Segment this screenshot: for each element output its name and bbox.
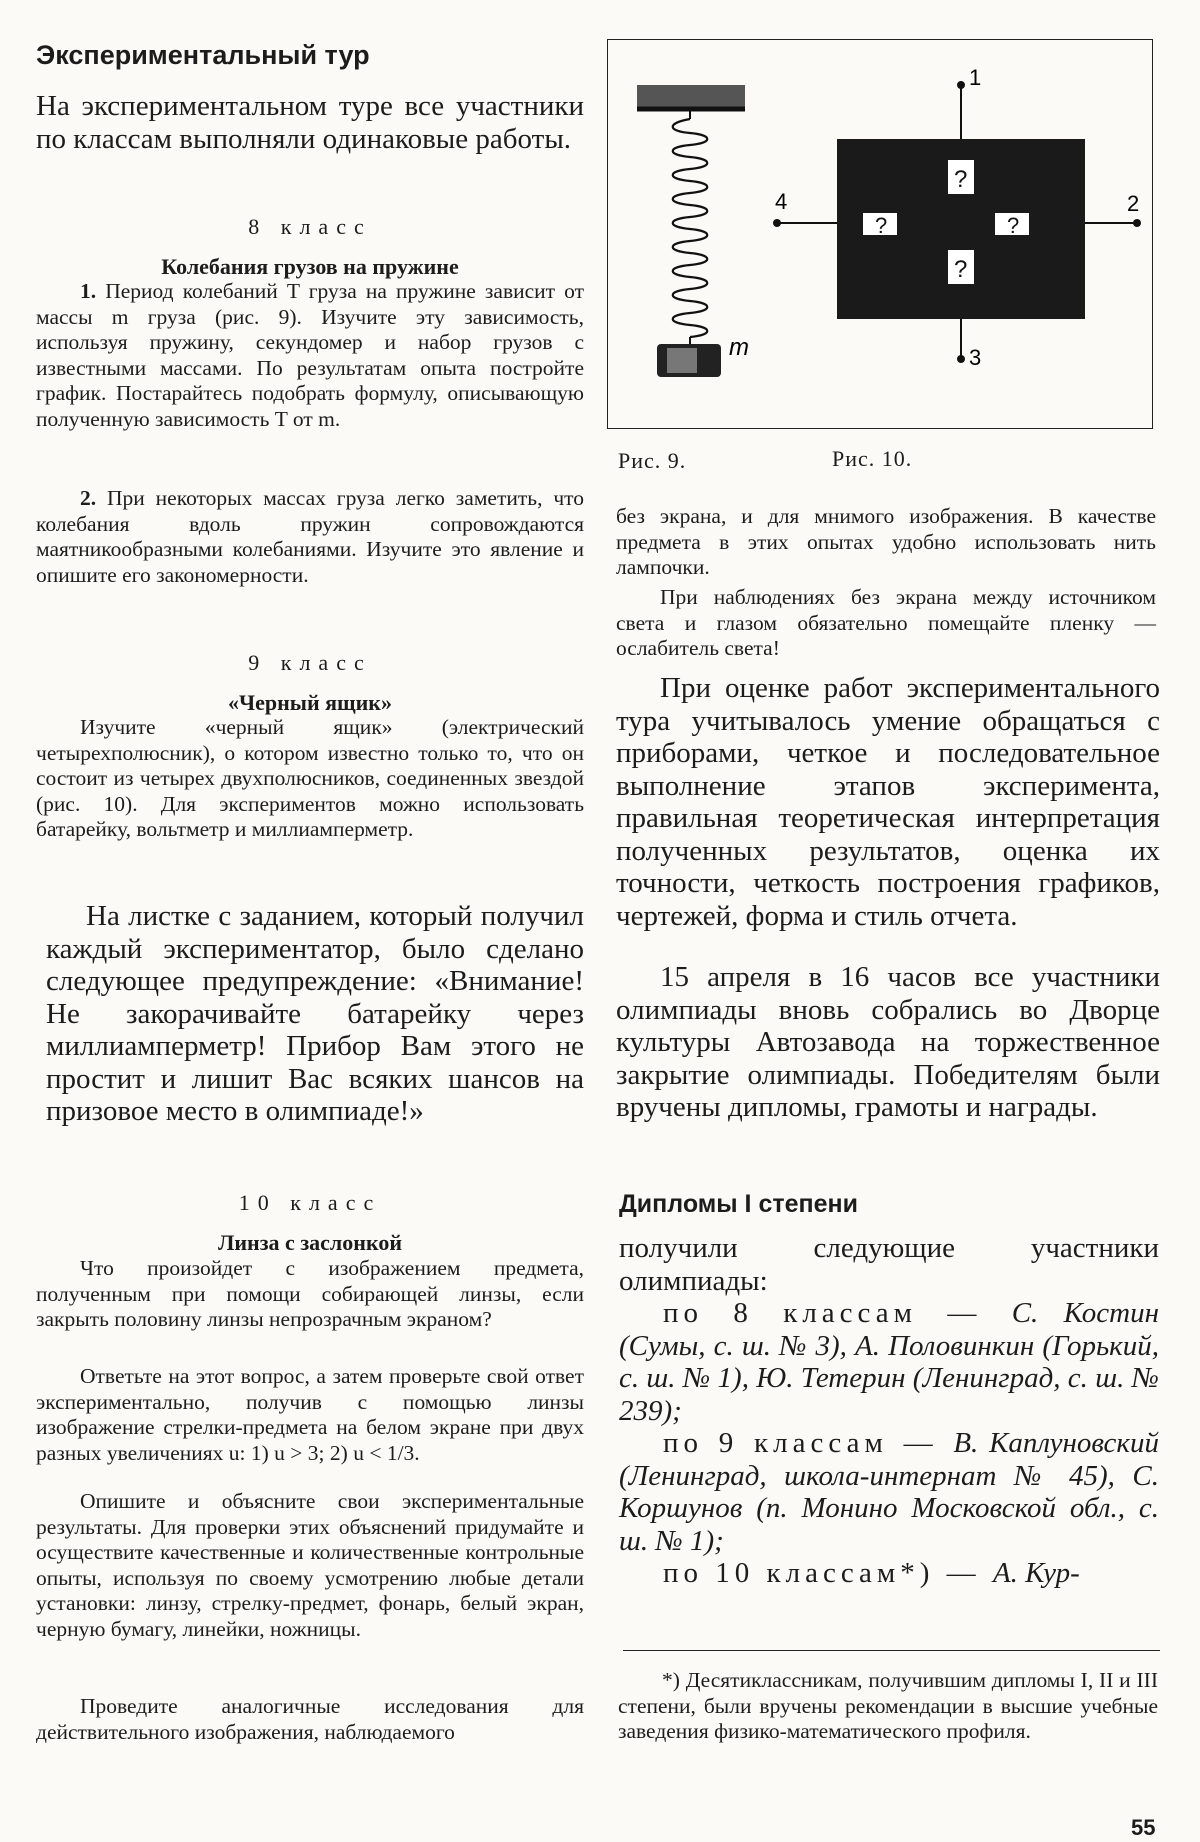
element-bottom-mark: ? bbox=[954, 256, 968, 283]
page-number: 55 bbox=[1131, 1815, 1156, 1840]
intro-paragraph: На экспериментальном туре все участники по классам выполняли одинаковые работы. bbox=[36, 90, 584, 155]
grade10-names: А. Кур- bbox=[992, 1557, 1080, 1589]
grade9-lead: по 9 классам — bbox=[663, 1427, 954, 1459]
grade8-task1 bbox=[36, 279, 584, 433]
terminal-4-dot bbox=[773, 219, 781, 227]
fig9-caption: Рис. 9. bbox=[618, 448, 687, 473]
safety-note: При наблюдениях без экрана между источником света и глазом обязательно помещайте пленку — ослабитель света! bbox=[616, 585, 1156, 661]
terminal-1-dot bbox=[957, 81, 965, 89]
terminal-3-dot bbox=[957, 355, 965, 363]
terminal-2-dot bbox=[1133, 219, 1141, 227]
grade8-lead: по 8 классам — bbox=[663, 1297, 1012, 1329]
grade10-lead: по 10 классам*) — bbox=[663, 1557, 993, 1589]
task-number: 1. bbox=[80, 279, 97, 303]
mass-highlight bbox=[667, 348, 697, 373]
diplomas-intro: получили следующие участники олимпиады: bbox=[619, 1232, 1159, 1297]
figures-svg bbox=[607, 39, 1153, 429]
diplomas-title: Дипломы I степени bbox=[619, 1190, 858, 1218]
element-top-mark: ? bbox=[954, 166, 968, 193]
grade9-winners bbox=[619, 1427, 1159, 1557]
terminal-2-label: 2 bbox=[1127, 191, 1140, 216]
warning-paragraph: На листке с заданием, который получил каждый экспериментатор, было сделано следующее предупреждение: «Внимание! Не закорачивайте батарейку через миллиамперметр! Прибор Вам этого не простит и лишит Вас всяких шансов на призовое место в олимпиаде!» bbox=[46, 900, 584, 1127]
grade8-winners bbox=[619, 1297, 1159, 1427]
lens-continuation: без экрана, и для мнимого изображения. В качестве предмета в этих опытах удобно использовать нить лампочки. bbox=[616, 504, 1156, 580]
grade9-names: В. Каплуновский (Ленинград, школа-интернат № 45), С. Коршунов (п. Монино Московской обл., с. ш. № 1); bbox=[619, 1427, 1159, 1557]
terminal-1-label: 1 bbox=[969, 65, 982, 90]
grade8-names: С. Костин (Сумы, с. ш. № 3), А. Половинкин (Горький, с. ш. № 1), Ю. Тетерин (Ленинград, с. ш. № 239); bbox=[619, 1297, 1159, 1427]
ceiling-mount bbox=[637, 85, 745, 107]
terminal-4-label: 4 bbox=[775, 189, 788, 214]
black-box-figure bbox=[773, 65, 1141, 370]
grade8-heading: 8 класс bbox=[248, 214, 372, 239]
spring-coil bbox=[673, 119, 708, 337]
grade8-subtitle: Колебания грузов на пружине bbox=[161, 254, 459, 279]
element-right-mark: ? bbox=[1007, 213, 1020, 238]
footnote-divider bbox=[623, 1650, 1160, 1651]
grade9-subtitle: «Черный ящик» bbox=[227, 690, 392, 715]
grade10-subtitle: Линза с заслонкой bbox=[217, 1230, 403, 1255]
fig10-caption: Рис. 10. bbox=[832, 446, 913, 471]
spring-figure bbox=[637, 85, 749, 377]
grade10-analog: Проведите аналогичные исследования для действительного изображения, наблюдаемого bbox=[36, 1694, 584, 1744]
grade10-winners bbox=[619, 1557, 1159, 1590]
terminal-3-label: 3 bbox=[969, 345, 982, 370]
task-text: Период колебаний T груза на пружине зависит от массы m груза (рис. 9). Изучите эту зависимость, используя пружину, секундомер и набор грузов с известными массами. По результатам опыта постройте график. Постарайтесь подобрать формулу, описывающую полученную зависимость T от m. bbox=[36, 279, 585, 431]
evaluation-paragraph: При оценке работ экспериментального тура учитывалось умение обращаться с приборами, четкое и последовательное выполнение этапов эксперимента, правильная теоретическая интерпретация полученных результатов, оценка их точности, четкость построения графиков, чертежей, форма и стиль отчета. bbox=[616, 672, 1160, 932]
element-left-mark: ? bbox=[875, 213, 888, 238]
footnote: *) Десятиклассникам, получившим дипломы I, II и III степени, были вручены рекомендации в высшие учебные заведения физико-математического профиля. bbox=[618, 1668, 1158, 1744]
grade10-question: Что произойдет с изображением предмета, полученным при помощи собирающей линзы, если закрыть половину линзы непрозрачным экраном? bbox=[36, 1256, 584, 1332]
task-text: При некоторых массах груза легко заметить, что колебания вдоль пружин сопровождаются маятникообразными колебаниями. Изучите это явление и опишите его закономерности. bbox=[36, 486, 585, 587]
grade9-heading: 9 класс bbox=[248, 650, 372, 675]
grade10-task: Ответьте на этот вопрос, а затем проверьте свой ответ экспериментально, получив с помощью линзы изображение стрелки-предмета на белом экране при двух разных увеличениях u: 1) u > 3; 2) u < 1/3. bbox=[36, 1364, 584, 1465]
grade8-task2 bbox=[36, 486, 584, 588]
grade9-task: Изучите «черный ящик» (электрический четырехполюсник), о котором известно только то, что он состоит из четырех двухполюсников, соединенных звездой (рис. 10). Для экспериментов можно использовать батарейку, вольтметр и миллиамперметр. bbox=[36, 715, 584, 842]
grade10-explain: Опишите и объясните свои экспериментальные результаты. Для проверки этих объяснений придумайте и осуществите качественные и количественные контрольные опыты, используя по своему усмотрению любые детали установки: линзу, стрелку-предмет, фонарь, белый экран, черную бумагу, линейки, ножницы. bbox=[36, 1489, 584, 1641]
mass-label: m bbox=[729, 334, 749, 361]
grade10-heading: 10 класс bbox=[238, 1190, 382, 1215]
closing-paragraph: 15 апреля в 16 часов все участники олимпиады вновь собрались во Дворце культуры Автозавода на торжественное закрытие олимпиады. Победителям были вручены дипломы, грамоты и награды. bbox=[616, 961, 1160, 1123]
section-title: Экспериментальный тур bbox=[36, 40, 370, 70]
task-number: 2. bbox=[80, 486, 97, 510]
